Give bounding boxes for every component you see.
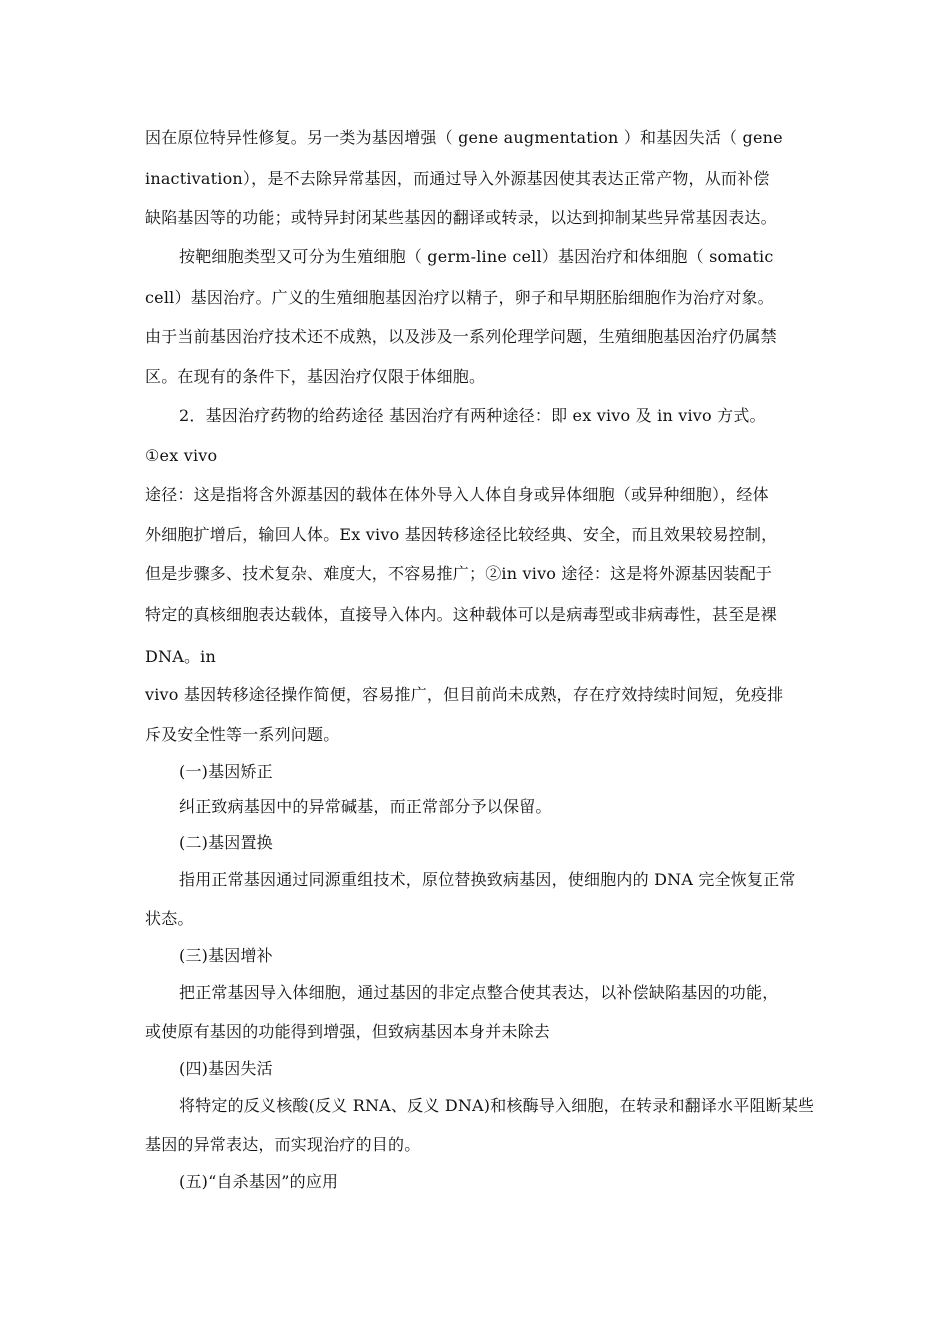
section-heading: (四)基因失活 — [179, 1059, 273, 1078]
text-line: 按靶细胞类型又可分为生殖细胞（ germ-line cell）基因治疗和体细胞（ somatic — [179, 247, 774, 266]
text-line: inactivation），是不去除异常基因，而通过导入外源基因使其表达正常产物，从而补偿 — [145, 169, 770, 188]
text-line: 把正常基因导入体细胞，通过基因的非定点整合使其表达，以补偿缺陷基因的功能， — [179, 983, 779, 1002]
section-heading: (二)基因置换 — [179, 833, 273, 852]
text-line: 区。在现有的条件下，基因治疗仅限于体细胞。 — [145, 367, 486, 386]
section-heading: (五)“自杀基因”的应用 — [179, 1172, 339, 1191]
text-line: 指用正常基因通过同源重组技术，原位替换致病基因，使细胞内的 DNA 完全恢复正常 — [179, 870, 796, 889]
text-line: 基因的异常表达，而实现治疗的目的。 — [145, 1135, 421, 1154]
text-line: ①ex vivo — [145, 446, 218, 465]
text-line: 状态。 — [145, 909, 194, 928]
text-line: DNA。in — [145, 647, 217, 666]
text-line: 2．基因治疗药物的给药途径 基因治疗有两种途径：即 ex vivo 及 in vivo 方式。 — [179, 406, 766, 425]
text-line: 外细胞扩增后，输回人体。Ex vivo 基因转移途径比较经典、安全，而且效果较易控制， — [145, 525, 778, 544]
text-line: 特定的真核细胞表达载体，直接导入体内。这种载体可以是病毒型或非病毒性，甚至是裸 — [145, 605, 777, 624]
text-line: 因在原位特异性修复。另一类为基因增强（ gene augmentation ）和基因失活（ gene — [145, 128, 783, 147]
text-line: 但是步骤多、技术复杂、难度大，不容易推广；②in vivo 途径：这是将外源基因装配于 — [145, 564, 773, 583]
section-heading: (一)基因矫正 — [179, 762, 273, 781]
text-line: 由于当前基因治疗技术还不成熟，以及涉及一系列伦理学问题，生殖细胞基因治疗仍属禁 — [145, 327, 777, 346]
text-line: cell）基因治疗。广义的生殖细胞基因治疗以精子，卵子和早期胚胎细胞作为治疗对象。 — [145, 288, 774, 307]
text-line: 途径：这是指将含外源基因的载体在体外导入人体自身或异体细胞（或异种细胞），经体 — [145, 485, 769, 504]
text-line: 缺陷基因等的功能；或特异封闭某些基因的翻译或转录，以达到抑制某些异常基因表达。 — [145, 208, 777, 227]
text-line: 斥及安全性等一系列问题。 — [145, 725, 340, 744]
text-line: vivo 基因转移途径操作简便，容易推广，但目前尚未成熟，存在疗效持续时间短，免疫排 — [145, 685, 784, 704]
text-line: 纠正致病基因中的异常碱基，而正常部分予以保留。 — [179, 797, 552, 816]
text-line: 将特定的反义核酸(反义 RNA、反义 DNA)和核酶导入细胞，在转录和翻译水平阻断某些 — [179, 1096, 815, 1115]
text-line: 或使原有基因的功能得到增强，但致病基因本身并未除去 — [145, 1022, 551, 1041]
section-heading: (三)基因增补 — [179, 946, 273, 965]
